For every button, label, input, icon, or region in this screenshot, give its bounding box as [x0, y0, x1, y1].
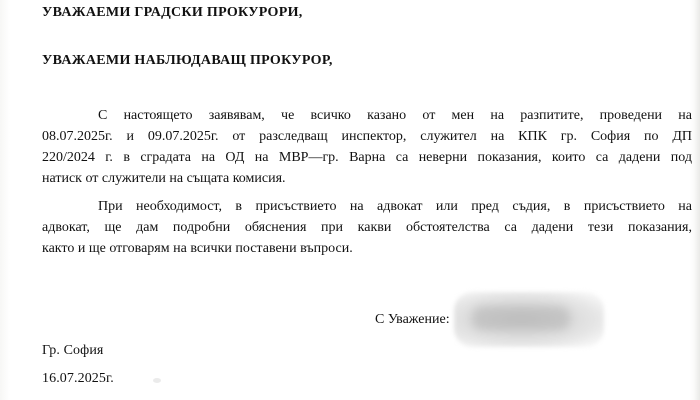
greeting-supervising-prosecutor: УВАЖАЕМИ НАБЛЮДАВАЩ ПРОКУРОР,	[42, 53, 333, 68]
greeting-city-prosecutors: УВАЖАЕМИ ГРАДСКИ ПРОКУРОРИ,	[42, 5, 303, 20]
paragraph-1-line-4: натиск от служители на същата комисия.	[42, 171, 286, 186]
page-edge-shadow	[694, 0, 700, 400]
ink-mark	[153, 378, 161, 383]
paragraph-2-line-2: адвокат, ще дам подробни обяснения при какви обстоятелства са дадени тези показания,	[42, 220, 692, 235]
signature-label: С Уважение:	[375, 312, 450, 327]
statement-paragraph-continuation	[42, 126, 692, 189]
paragraph-1-line-2: 08.07.2025г. и 09.07.2025г. от разследващ инспектор, служител на КПК гр. София по ДП	[42, 129, 692, 144]
paragraph-1-line-3: 220/2024 г. в сградата на ОД на МВР—гр. Варна са неверни показания, които са дадени под	[42, 150, 692, 165]
paragraph-2-line-1: При необходимост, в присъствието на адвокат или пред съдия, в присъствието на	[98, 199, 692, 214]
paragraph-2-line-3: както и ще отговарям на всички поставени въпроси.	[42, 241, 353, 256]
redacted-signature-area	[454, 292, 604, 347]
willingness-paragraph-continuation	[42, 217, 692, 259]
statement-paragraph-first-line	[98, 105, 692, 126]
willingness-paragraph-first-line	[98, 196, 692, 217]
date-line: 16.07.2025г.	[42, 371, 114, 386]
paragraph-1-line-1: С настоящето заявявам, че всичко казано от мен на разпитите, проведени на	[98, 108, 692, 123]
city-line: Гр. София	[42, 343, 104, 358]
